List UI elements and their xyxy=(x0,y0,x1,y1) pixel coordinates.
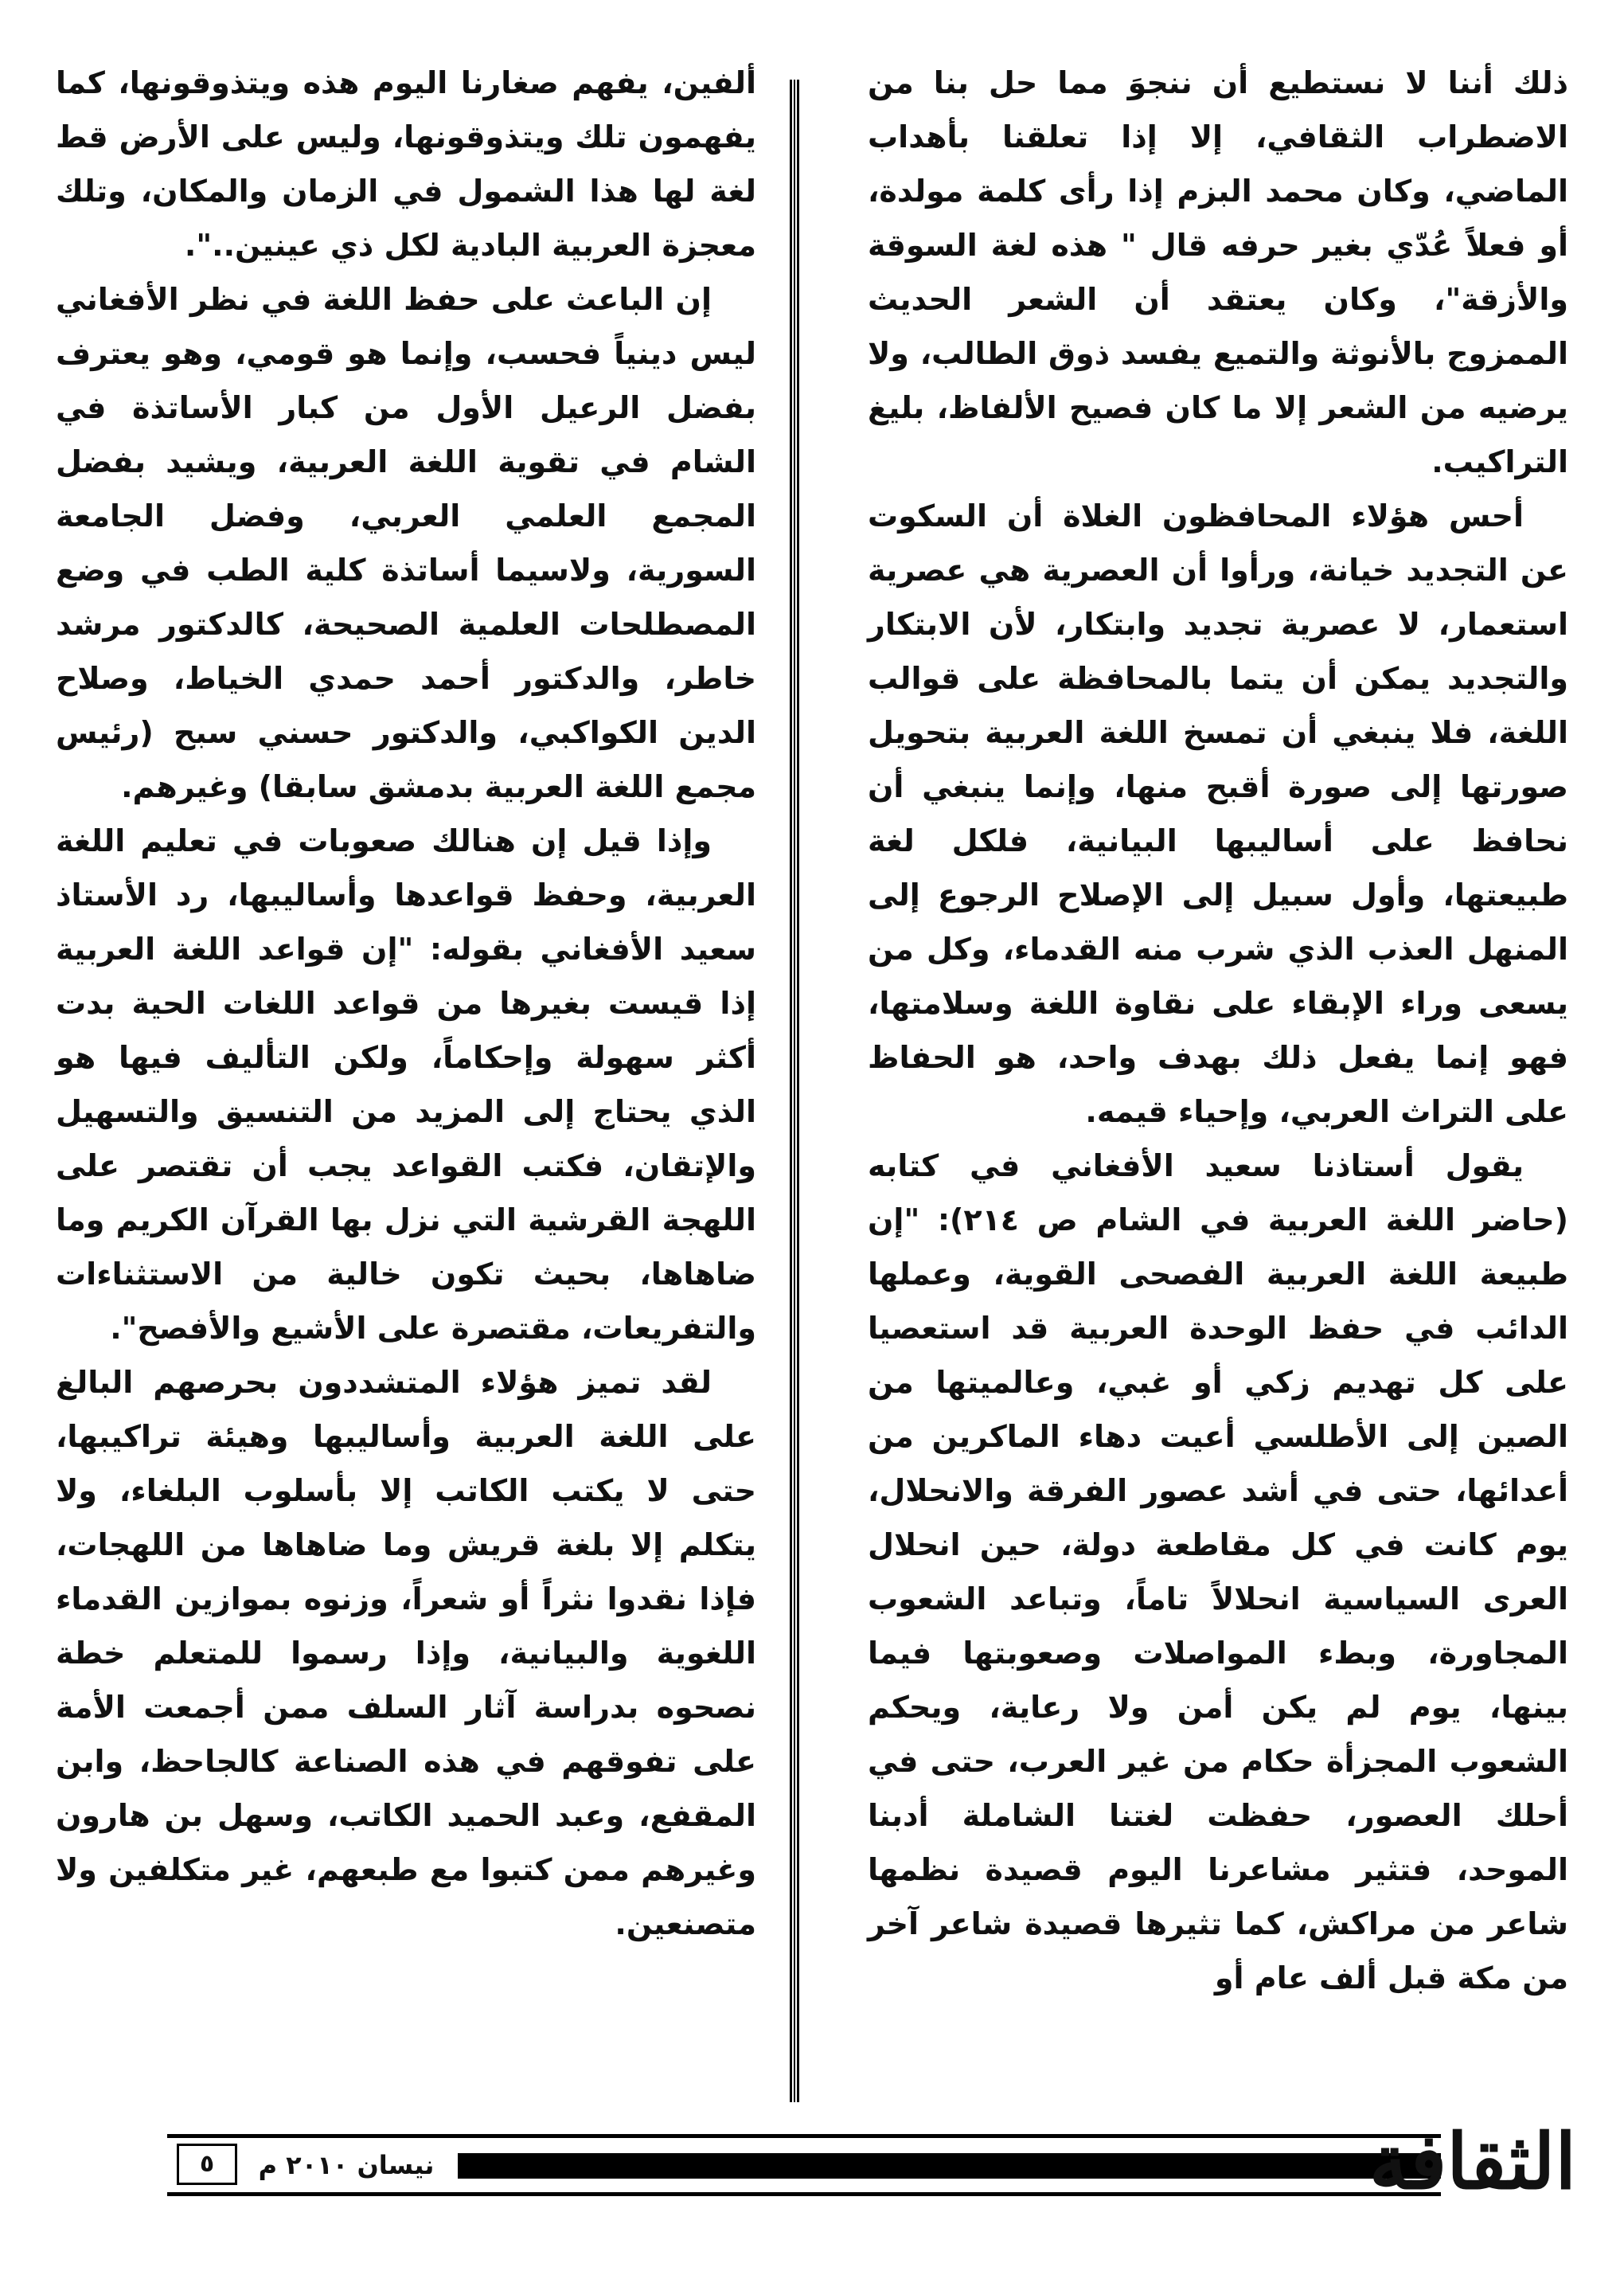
footer-rule xyxy=(167,2134,1441,2138)
issue-date: نيسان ٢٠١٠ م xyxy=(258,2150,435,2180)
paragraph: ألفين، يفهم صغارنا اليوم هذه ويتذوقونها، كما يفهمون تلك ويتذوقونها، وليس على الأرض قط لغة لها هذا الشمول في الزمان والمكان، وتلك معجزة العربية البادية لكل ذي عينين..". xyxy=(56,65,756,263)
footer-rule xyxy=(167,2192,1441,2196)
magazine-logo: الثقافة xyxy=(1368,2117,1576,2207)
paragraph: أحس هؤلاء المحافظون الغلاة أن السكوت عن التجديد خيانة، ورأوا أن العصرية هي عصرية استعمار، لا عصرية تجديد وابتكار، لأن الابتكار والتجديد يمكن أن يتما بالمحافظة على قوالب اللغة، فلا ينبغي أن تمسخ اللغة العربية بتحويل صورتها إلى صورة أقبح منها، وإنما ينبغي أن نحافظ على أساليبها البيانية، فلكل لغة طبيعتها، وأول سبيل إلى الإصلاح الرجوع إلى المنهل العذب الذي شرب منه القدماء، وكل من يسعى وراء الإبقاء على نقاوة اللغة وسلامتها، فهو إنما يفعل ذلك بهدف واحد، هو الحفاظ على التراث العربي، وإحياء قيمه. xyxy=(868,498,1568,1129)
paragraph: يقول أستاذنا سعيد الأفغاني في كتابه (حاضر اللغة العربية في الشام ص ٢١٤): "إن طبيعة اللغة العربية الفصحى القوية، وعملها الدائب في حفظ الوحدة العربية قد استعصيا على كل تهديم زكي أو غبي، وعالميتها من الصين إلى الأطلسي أعيت دهاء الماكرين من أعدائها، حتى في أشد عصور الفرقة والانحلال، يوم كانت في كل مقاطعة دولة، حين انحلال العرى السياسية انحلالاً تاماً، وتباعد الشعوب المجاورة، وبطء المواصلات وصعوبتها فيما بينها، يوم لم يكن أمن ولا رعاية، ويحكم الشعوب المجزأة حكام من غير العرب، حتى في أحلك العصور، حفظت لغتنا الشاملة أدبنا الموحد، فتثير مشاعرنا اليوم قصيدة نظمها شاعر من مراكش، كما تثيرها قصيدة شاعر آخر من مكة قبل ألف عام أو xyxy=(868,1148,1568,1995)
page-number: ٥ xyxy=(177,2144,237,2185)
footer-black-bar xyxy=(458,2153,1441,2179)
paragraph: إن الباعث على حفظ اللغة في نظر الأفغاني ليس دينياً فحسب، وإنما هو قومي، وهو يعترف بفضل الرعيل الأول من كبار الأساتذة في الشام في تقوية اللغة العربية، ويشيد بفضل المجمع العلمي العربي، وفضل الجامعة السورية، ولاسيما أساتذة كلية الطب في وضع المصطلحات العلمية الصحيحة، كالدكتور مرشد خاطر، والدكتور أحمد حمدي الخياط، وصلاح الدين الكواكبي، والدكتور حسني سبح (رئيس مجمع اللغة العربية بدمشق سابقا) وغيرهم. xyxy=(56,282,756,804)
column-divider xyxy=(790,80,799,2102)
paragraph: لقد تميز هؤلاء المتشددون بحرصهم البالغ على اللغة العربية وأساليبها وهيئة تراكيبها، حتى لا يكتب الكاتب إلا بأسلوب البلغاء، ولا يتكلم إلا بلغة قريش وما ضاهاها من اللهجات، فإذا نقدوا نثراً أو شعراً، وزنوه بموازين القدماء اللغوية والبيانية، وإذا رسموا للمتعلم خطة نصحوه بدراسة آثار السلف ممن أجمعت الأمة على تفوقهم في هذه الصناعة كالجاحظ، وابن المقفع، وعبد الحميد الكاتب، وسهل بن هارون وغيرهم ممن كتبوا مع طبعهم، غير متكلفين ولا متصنعين. xyxy=(56,1365,756,1941)
paragraph: وإذا قيل إن هنالك صعوبات في تعليم اللغة العربية، وحفظ قواعدها وأساليبها، رد الأستاذ سعيد الأفغاني بقوله: "إن قواعد اللغة العربية إذا قيست بغيرها من قواعد اللغات الحية بدت أكثر سهولة وإحكاماً، ولكن التأليف فيها هو الذي يحتاج إلى المزيد من التنسيق والتسهيل والإتقان، فكتب القواعد يجب أن تقتصر على اللهجة القرشية التي نزل بها القرآن الكريم وما ضاهاها، بحيث تكون خالية من الاستثناءات والتفريعات، مقتصرة على الأشيع والأفصح". xyxy=(56,823,756,1346)
page-footer xyxy=(167,2134,1441,2196)
right-text-column xyxy=(868,56,1568,2005)
paragraph: ذلك أننا لا نستطيع أن ننجوَ مما حل بنا من الاضطراب الثقافي، إلا إذا تعلقنا بأهداب الماضي، وكان محمد البزم إذا رأى كلمة مولدة، أو فعلاً عُدّي بغير حرفه قال " هذه لغة السوقة والأزقة"، وكان يعتقد أن الشعر الحديث الممزوج بالأنوثة والتميع يفسد ذوق الطالب، ولا يرضيه من الشعر إلا ما كان فصيح الألفاظ، بليغ التراكيب. xyxy=(868,65,1568,479)
left-text-column xyxy=(56,56,756,1951)
